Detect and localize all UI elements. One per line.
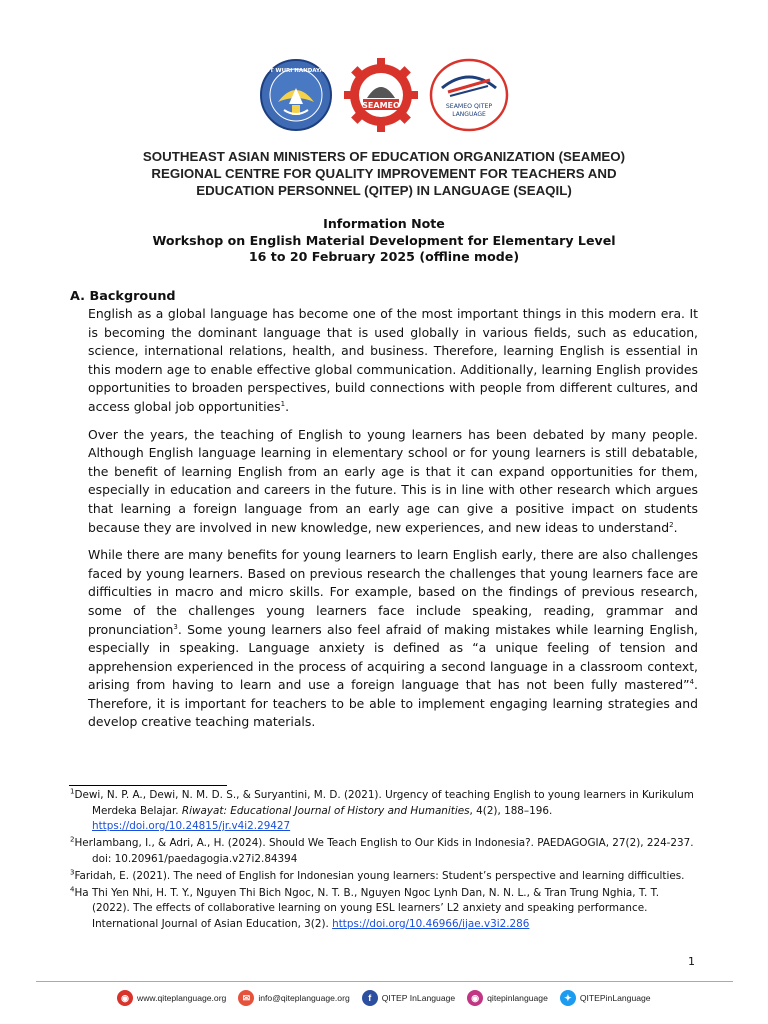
footer-twitter[interactable]: ✦ QITEPinLanguage: [560, 990, 651, 1006]
facebook-icon: f: [362, 990, 378, 1006]
header-logos: [0, 58, 768, 132]
footer-contacts: [117, 989, 651, 1007]
footnotes: [70, 788, 698, 934]
workshop-dates: 16 to 20 February 2025 (offline mode): [248, 249, 520, 264]
email-icon: ✉: [238, 990, 254, 1006]
footnote-ref[interactable]: 2: [669, 520, 674, 529]
globe-icon: ◉: [117, 990, 133, 1006]
footnote-2: $^2$Herlambang, I., & Adri, A., H. (2024). Should We Teach English to Our Kids in Indonesia?. PAEDAGOGIA, 27(2), 224-237. doi: 10.20961/paedagogia.v27i2.84394: [70, 835, 694, 865]
organization-line-1: SOUTHEAST ASIAN MINISTERS OF EDUCATION ORGANIZATION (SEAMEO): [142, 149, 626, 164]
footnote-4: $^4$Ha Thi Yen Nhi, H. T. Y., Nguyen Thi Bich Ngoc, N. T. B., Nguyen Ngoc Lynh Dan, N. N. L., & Tran Trung Nghia, T. T. (2022). The effects of collaborative learning on young ESL learners’ L2 anxiety and speaking performance. International Journal of Asian Education, 3(2). https://doi.org/10.46966/ijae.v3i2.286: [70, 885, 660, 930]
note-title: Information Note: [323, 216, 445, 231]
kemendikbud-logo: [256, 58, 336, 132]
footnote-link[interactable]: https://doi.org/10.24815/jr.v4i2.29427: [92, 820, 291, 832]
organization-line-2: REGIONAL CENTRE FOR QUALITY IMPROVEMENT FOR TEACHERS AND: [151, 166, 617, 181]
background-body: [88, 305, 698, 741]
qitep-wordmark-line2: LANGUAGE: [452, 111, 486, 118]
seameo-wordmark: SEAMEO: [362, 101, 400, 110]
footnote-separator: [69, 785, 227, 786]
seameo-logo: [341, 58, 421, 132]
page-number: 1: [688, 955, 695, 968]
footer-email[interactable]: ✉ info@qiteplanguage.org: [238, 990, 349, 1006]
paragraph-1: English as a global language has become one of the most important things in this modern era. It is becoming the dominant language that is used globally in various fields, such as education, science, international relations, health, and business. Therefore, learning English is essential in this modern age to enable effective global communication. Additionally, learning English provides opportunities to broaden perspectives, build connections with people from different cultures, and access global job opportunities$^1$.: [88, 306, 698, 414]
footnote-ref[interactable]: 3: [173, 622, 178, 631]
seameo-qitep-language-logo: [428, 58, 510, 132]
footer-divider: [36, 981, 733, 982]
document-title: [0, 216, 768, 266]
instagram-icon: ◉: [467, 990, 483, 1006]
footnote-ref[interactable]: 1: [280, 399, 286, 408]
organization-line-3: EDUCATION PERSONNEL (QITEP) IN LANGUAGE (SEAQIL): [196, 183, 572, 198]
footnote-ref[interactable]: 4: [689, 678, 695, 687]
organization-heading: [0, 148, 768, 199]
footer-facebook[interactable]: f QITEP InLanguage: [362, 990, 455, 1006]
section-heading: A. Background: [70, 289, 176, 304]
paragraph-3: While there are many benefits for young learners to learn English early, there are also challenges faced by young learners. Based on previous research the challenges that young learners face are difficulties in macro and micro skills. For example, based on the findings of previous research, some of the challenges young learners face include speaking, reading, grammar and pronunciation$^3$. Some young learners also feel afraid of making mistakes while learning English, especially in speaking. Language anxiety is defined as “a unique feeling of tension and apprehension experienced in the process of acquiring a second language in a classroom context, arising from having to learn and use a foreign language that has not been fully mastered”$^4$. Therefore, it is important for teachers to be able to implement engaging learning strategies and develop creative teaching materials.: [88, 547, 698, 730]
footnote-3: $^3$Faridah, E. (2021). The need of English for Indonesian young learners: Student’s perspective and learning difficulties.: [70, 868, 685, 882]
footer-instagram[interactable]: ◉ qitepinlanguage: [467, 990, 548, 1006]
twitter-icon: ✦: [560, 990, 576, 1006]
workshop-title: Workshop on English Material Development for Elementary Level: [152, 232, 616, 248]
footnote-1: $^1$Dewi, N. P. A., Dewi, N. M. D. S., & Suryantini, M. D. (2021). Urgency of teaching English to young learners in Kurikulum Merdeka Belajar. Riwayat: Educational Journal of History and Humanities, 4(2), 188–196. https://doi.org/10.24815/jr.v4i2.29427: [70, 787, 694, 832]
kemendikbud-motto: TUT WURI HANDAYANI: [261, 68, 331, 74]
paragraph-2: Over the years, the teaching of English to young learners has been debated by many people. Although English language learning in elementary school or for young learners is still debatable, the benefit of learning English from an early age is that it can expand opportunities for them, especially in education and careers in the future. This is in line with other research which argues that learning a foreign language from an early age can give a positive impact on students because they are involved in new knowledge, new experiences, and new ideas to understand$^2$.: [88, 426, 698, 535]
qitep-wordmark-line1: SEAMEO QITEP: [445, 103, 493, 110]
footer-website[interactable]: ◉ www.qiteplanguage.org: [117, 990, 226, 1006]
footnote-link[interactable]: https://doi.org/10.46966/ijae.v3i2.286: [332, 917, 530, 930]
